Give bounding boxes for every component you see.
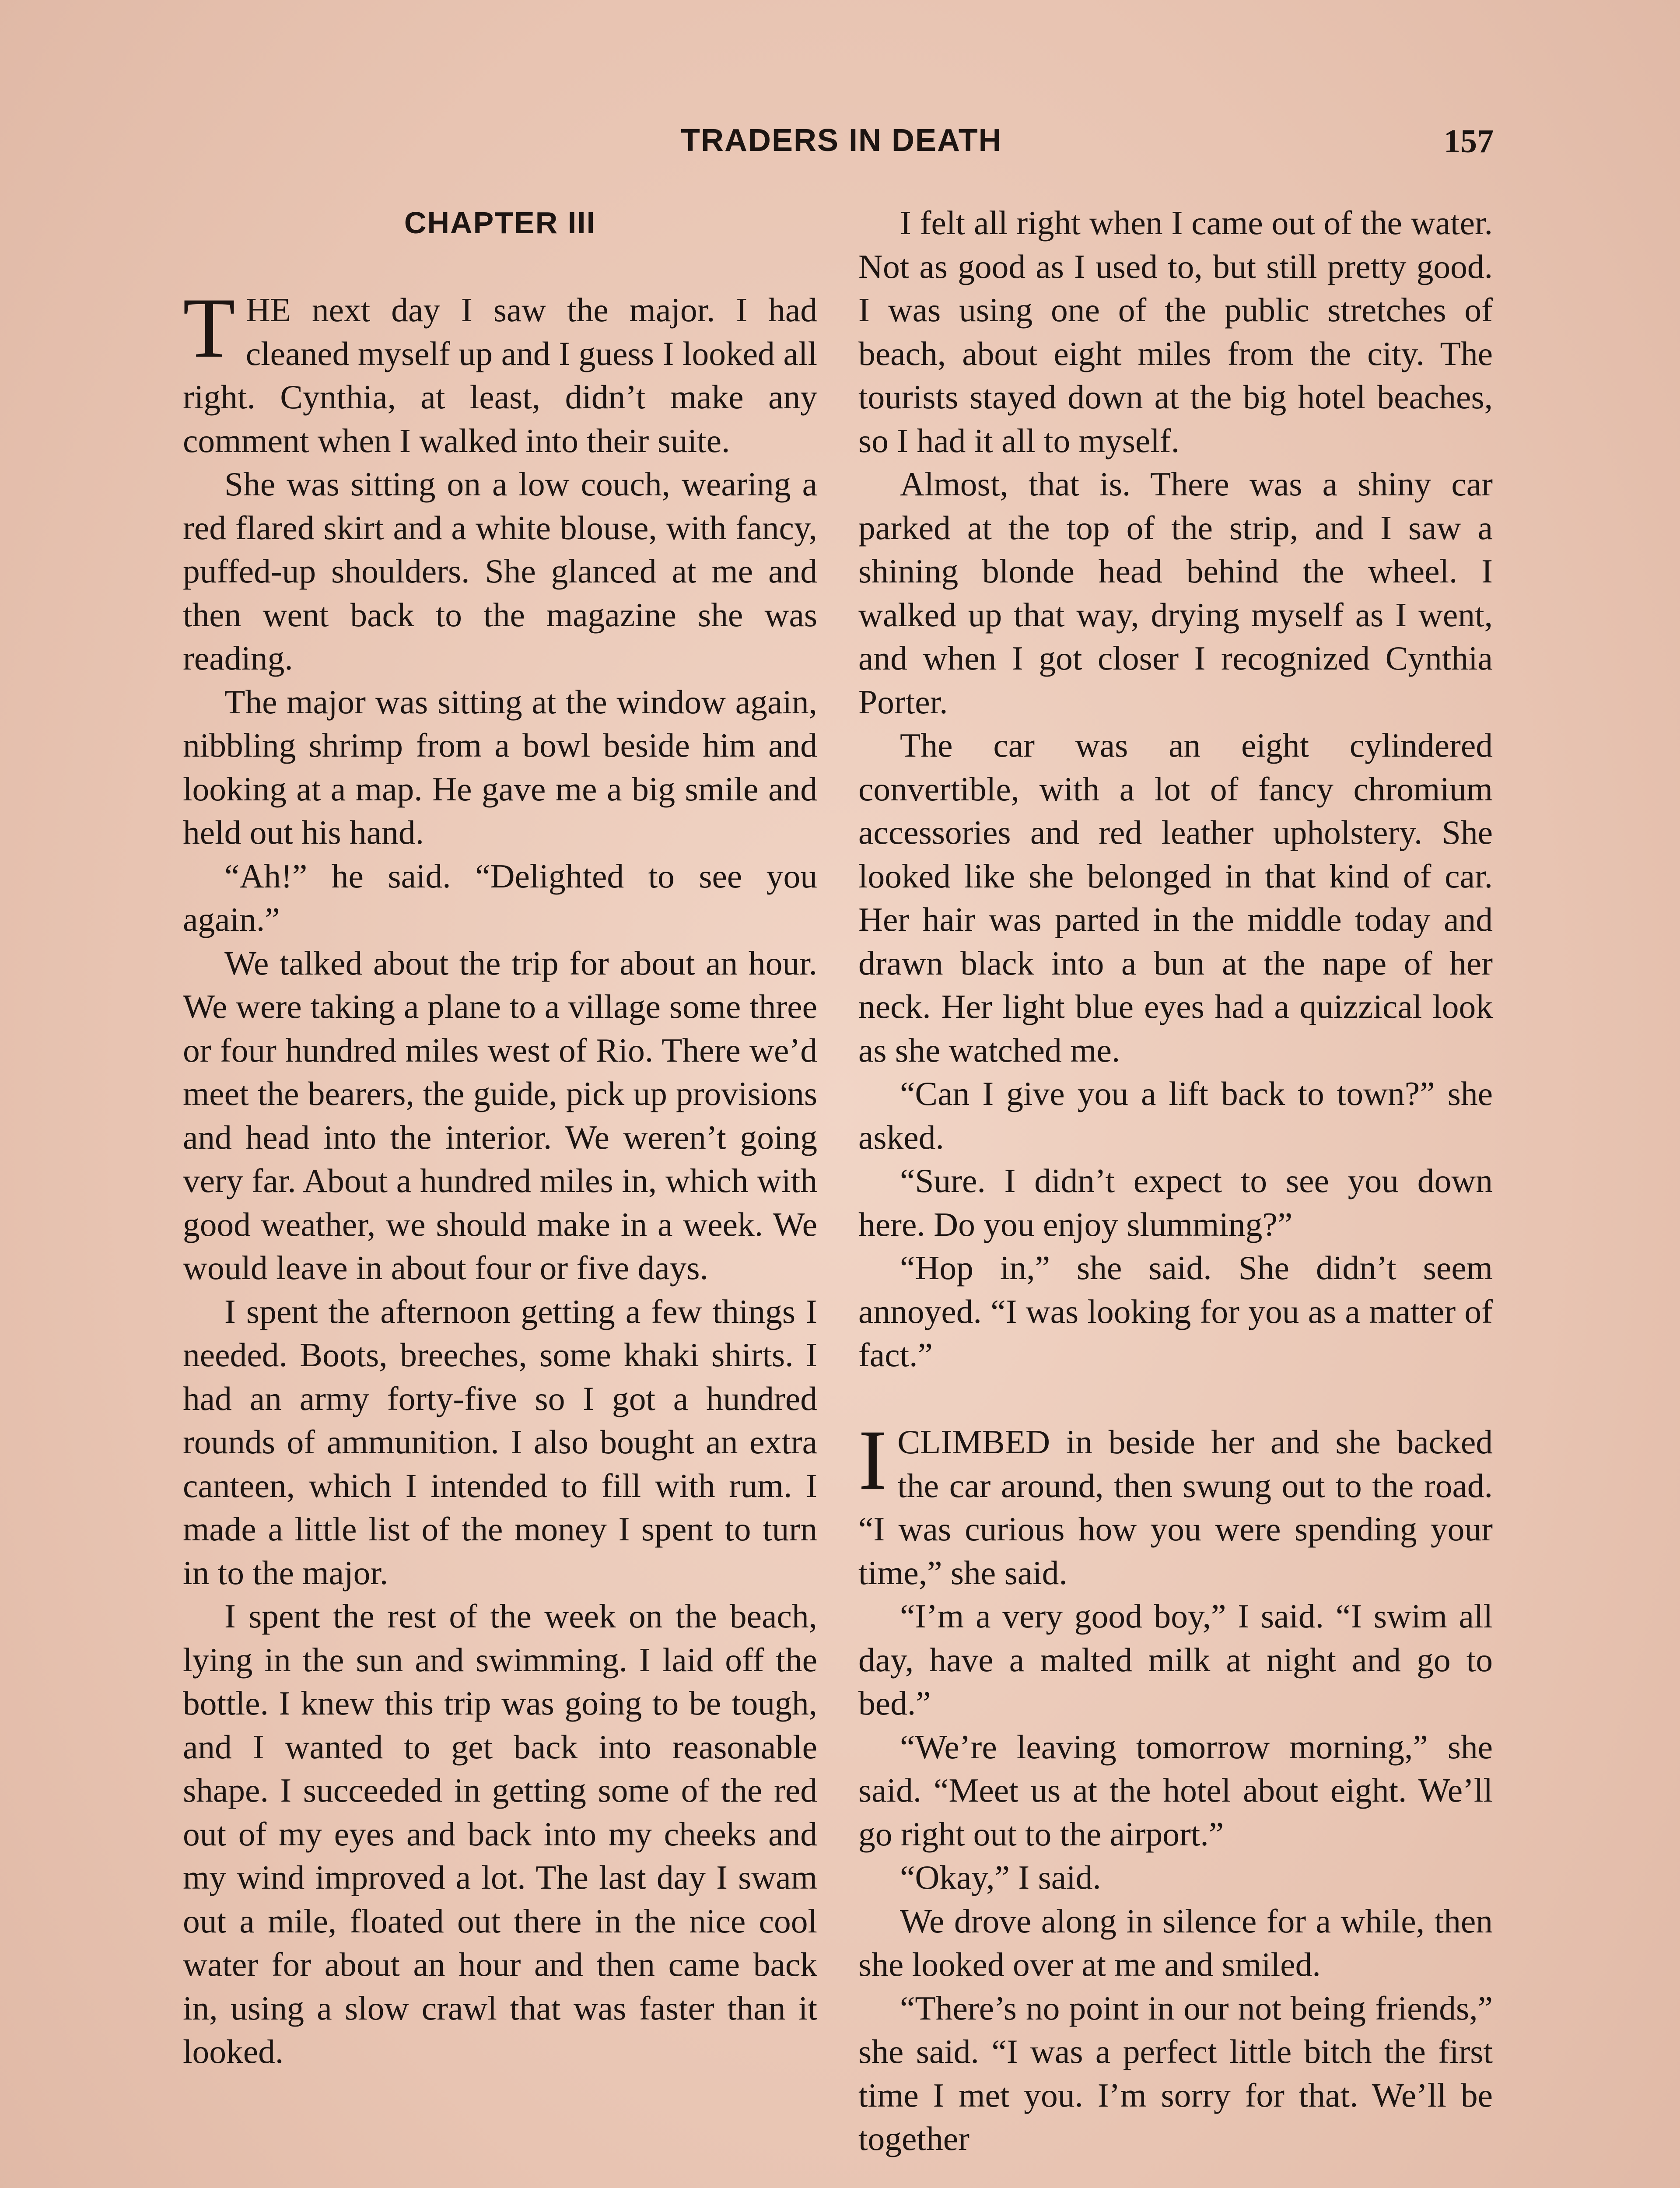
paragraph: I spent the rest of the week on the beach, lying in the sun and swimming. I laid off the bottle. I knew this trip was going to be tough, and I wanted to get back into reasonable shape. I succeeded in getting some of the red out of my eyes and back into my cheeks and my wind improved a lot. The last day I swam out a mile, floated out there in the nice cool water for about an hour and then came back in, using a slow crawl that was faster than it looked. <box>183 1597 817 2070</box>
paragraph: We talked about the trip for about an hour. We were taking a plane to a village some three or four hundred miles west of Rio. There we’d meet the bearers, the guide, pick up provisions and head into the interior. We weren’t going very far. About a hundred miles in, which with good weather, we should make in a week. We would leave in about four or five days. <box>183 944 817 1287</box>
paragraph: “We’re leaving tomorrow morning,” she said. “Meet us at the hotel about eight. We’ll go right out to the airport.” <box>858 1728 1493 1853</box>
paragraph: I felt all right when I came out of the water. Not as good as I used to, but still pretty good. I was using one of the public stretches of beach, about eight miles from the city. The tourists stayed down at the big hotel beaches, so I had it all to myself. <box>858 204 1493 459</box>
paragraph: We drove along in silence for a while, then she looked over at me and smiled. <box>858 1902 1493 1983</box>
paragraph: THE next day I saw the major. I had cleaned myself up and I guess I looked all right. Cynthia, at least, didn’t make any comment when I walked into their suite. <box>183 281 817 459</box>
chapter-heading: CHAPTER III <box>404 206 596 240</box>
paragraph: “There’s no point in our not being friends,” she said. “I was a perfect little bitch the first time I met you. I’m sorry for that. We’ll be together <box>858 1989 1493 2157</box>
paragraph: ICLIMBED in beside her and she backed the car around, then swung out to the road. “I was curious how you were spending your time,” she said. <box>858 1413 1493 1592</box>
paragraph: “Ah!” he said. “Delighted to see you again.” <box>183 857 817 938</box>
drop-cap: I <box>858 1413 887 1508</box>
paragraph: She was sitting on a low couch, wearing a red flared skirt and a white blouse, with fancy, puffed-up shoulders. She glanced at me and then went back to the magazine she was reading. <box>183 465 817 677</box>
section-break <box>858 1377 1493 1421</box>
running-title: TRADERS IN DEATH <box>681 123 1002 158</box>
paragraph: “I’m a very good boy,” I said. “I swim all day, have a malted milk at night and go to bed.” <box>858 1597 1493 1722</box>
paragraph: I spent the afternoon getting a few things I needed. Boots, breeches, some khaki shirts. I had an army forty-five so I got a hundred rounds of ammunition. I also bought an extra canteen, which I intended to fill with rum. I made a little list of the money I spent to turn in to the major. <box>183 1292 817 1592</box>
paragraph: “Okay,” I said. <box>900 1858 1101 1896</box>
paragraph: The major was sitting at the window again, nibbling shrimp from a bowl beside him and looking at a map. He gave me a big smile and held out his hand. <box>183 683 817 851</box>
paragraph: “Sure. I didn’t expect to see you down here. Do you enjoy slumming?” <box>858 1162 1493 1243</box>
paragraph: The car was an eight cylindered convertible, with a lot of fancy chromium accessories and red leather upholstery. She looked like she belonged in that kind of car. Her hair was parted in the middle today and drawn black into a bun at the nape of her neck. Her light blue eyes had a quizzical look as she watched me. <box>858 726 1493 1069</box>
paragraph: Almost, that is. There was a shiny car parked at the top of the strip, and I saw a shining blonde head behind the wheel. I walked up that way, drying myself as I went, and when I got closer I recognized Cynthia Porter. <box>858 465 1493 721</box>
paragraph: “Can I give you a lift back to town?” she asked. <box>858 1075 1493 1156</box>
right-column <box>858 201 1493 2161</box>
paragraph: “Hop in,” she said. She didn’t seem annoyed. “I was looking for you as a matter of fact.” <box>858 1249 1493 1374</box>
left-column <box>183 201 817 2074</box>
page-number: 157 <box>1444 123 1494 160</box>
drop-cap: T <box>183 281 235 375</box>
